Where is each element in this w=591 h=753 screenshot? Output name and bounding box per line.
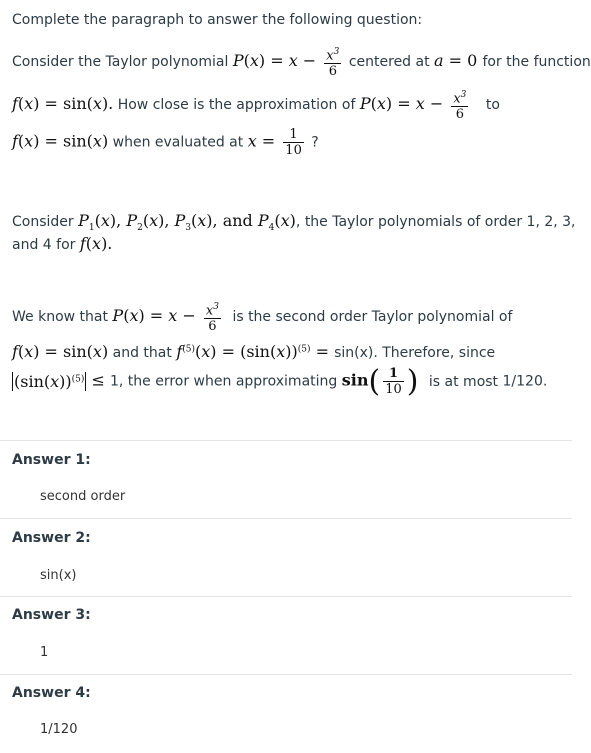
answer-4-value[interactable]: 1/120 — [40, 722, 78, 737]
instruction-text: Complete the paragraph to answer the following question: — [12, 12, 423, 28]
is-at-most-text: is at most — [428, 373, 499, 390]
question-line-3: f(x) = sin(x) when evaluated at x = $\frac{1}{10}$ ? — [12, 127, 319, 158]
fraction-x3-over-6: $\frac{x^3}{6}$ — [326, 47, 340, 80]
for-function-text: for the function — [482, 54, 591, 71]
paragraph2-line-2: and 4 for f(x). — [12, 234, 113, 253]
blank-error: 1/120 — [502, 373, 543, 390]
centered-text: centered at — [348, 54, 430, 71]
p2-consider-text: Consider — [12, 214, 74, 230]
blank-sinx: sin(x) — [334, 345, 374, 361]
answer-1-value[interactable]: second order — [40, 489, 126, 504]
answer-4-label: Answer 4: — [12, 685, 91, 701]
how-close-text: How close is the approximation of — [117, 97, 356, 114]
divider — [0, 440, 572, 441]
fraction-1-over-10: $\frac{1}{10}$ — [385, 366, 402, 397]
p2-rest-text: , the Taylor polynomials of order 1, 2, 3, — [295, 214, 576, 230]
answer-1-label: Answer 1: — [12, 452, 91, 468]
question-line-2: f(x) = sin(x). How close is the approximation of P(x) = x − $\frac{x^3}{6}$ to — [12, 90, 500, 123]
divider — [0, 596, 572, 597]
paragraph3-line-2: f(x) = sin(x) and that $f^{(5)}(x) = (\sin(x))^{(5)} = \sin(x)$. Therefore, since — [12, 342, 496, 361]
abs-value-expr: $(\sin(x))^{(5)}$ — [14, 372, 85, 391]
answer-3-label: Answer 3: — [12, 607, 91, 623]
paragraph3-line-1: We know that P(x) = x − $\frac{x^3}{6}$ is the second order Taylor polynomial of — [12, 302, 513, 335]
taylor-poly-expr: P — [232, 51, 244, 71]
answer-2-value[interactable]: sin(x) — [40, 568, 77, 583]
fraction-x3-over-6: $\frac{x^3}{6}$ — [453, 90, 467, 123]
fraction-1-over-10: $\frac{1}{10}$ — [285, 127, 302, 158]
consider-text: Consider the Taylor polynomial — [12, 54, 229, 71]
is-second-text: is the second order Taylor polynomial of — [232, 309, 513, 326]
question-mark: ? — [311, 134, 319, 151]
paragraph3-line-3: $(\sin(x))^{(5)} \le 1$, the error when approximating sin( $\frac{1}{10}$ ) is at most 1/120. — [14, 364, 548, 399]
answer-2-label: Answer 2: — [12, 530, 91, 546]
and-that-text: and that — [112, 345, 172, 361]
question-line-1: Consider the Taylor polynomial P(x) = x − $\frac{x^3}{6}$ centered at a = 0 for the function — [12, 47, 591, 80]
final-period: . — [542, 373, 548, 390]
we-know-text: We know that — [12, 309, 108, 326]
therefore-text: . Therefore, since — [373, 345, 496, 361]
answer-3-value[interactable]: 1 — [40, 645, 49, 660]
divider — [0, 518, 572, 519]
paragraph2-line-1: Consider $P_1(x)$, $P_2(x)$, $P_3(x)$, and $P_4(x)$, the Taylor polynomials of order 1, 2, 3, — [12, 211, 576, 233]
error-text: , the error when approximating — [118, 373, 338, 390]
divider — [0, 674, 572, 675]
to-text: to — [485, 97, 500, 114]
blank-one: 1 — [109, 373, 119, 390]
fraction-x3-over-6: $\frac{x^3}{6}$ — [205, 302, 219, 335]
evaluated-text: when evaluated at — [112, 134, 244, 151]
p2-line2-text: and 4 for — [12, 237, 76, 253]
